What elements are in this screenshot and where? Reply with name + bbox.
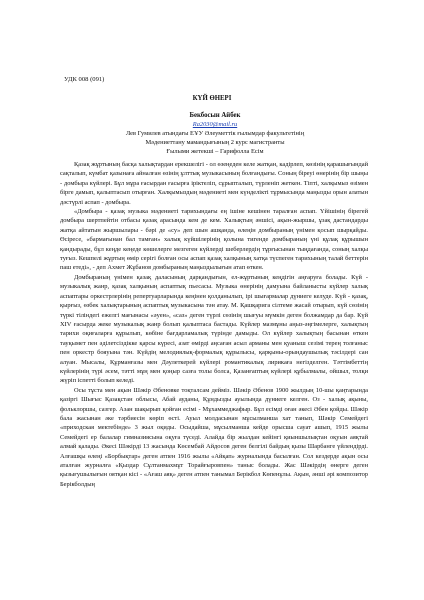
udk-code: УДК 008 (091): [64, 76, 105, 83]
body-paragraph: Осы тұста мен ақын Шәкір Әбеновке тоқталсам дейміз. Шәкір Әбенов 1900 жылдың 10-шы қаңтарында қазіргі Шығыс Қазақстан облысы, Абай ауданы, Құндызды ауылында дүниеге келген. Оз - халық ақыны, фольклоршы, сазгер. Азан шақырып қойған есімі - Мұхаммеджафыр. Бұл есімді оған әкесі Әбен қойды. Шәкір бала жасынан әке тәрбиесін көріп өсті. Ауыл молдасынан мұсылманша хат танып, Шәкір Семейдегі «приходская мектебінде» 3 жыл оқиды. Осыдайша, мұсылманша кейде орысша сауат ашып, 1915 жылы Семейдегі ер балалар гимназиясына оқуға түседі. Алайда бір жылдан кейінгі қиыншылықтан оқуын аяқтай алмай қалады. Әкесі Шәкірді 13 жасында Көсембай Айдосов деген белгілі байдың қызы Шарбанге үйлендірді. Алғашқы өлеңі «Борбықтар» деген атпен 1916 жылы «Айқап» журналында басылған. Сол кездерде ақын осы аталған журналға «Қыздар Сұлтанмахмұт Торайғыровпен» таныс болады. Жас Шәкірдің өнерге деген қызығушылығын оятқан кісі - «Ағаш аяқ» деген атпен танымал Берікбол Көпенұлы. Ақын, әнші әрі композитор Берікболдың: [60, 386, 368, 488]
body-paragraph: «Домбыра - қазақ музыка мәдениеті тарихындағы ең ішіне кешінен таралған аспап. Үйішінің бірегей домбыра шертпейтін отбасы қазақ арасында кем де кем. Халықтың әншісі, ақын-жыршы, ұзақ дастандарды жатқа айтатын жыршылары - бәрі де «су» деп шын ашқанда, өлеңін домбыраның үнімен қосып шырқайды. Өсіресе, «бармағынан бал тамған» халық күйшілерінің қолына тигенде домбыраның үні құлақ құрышын қандырады, бұл кеңде кеңеде көшелерге мезгеген күйлерді шеберлердің тұрғысынан тыңдағанда, соның халқы туғыз. Кешпелі жұртың өмір серігі болған осы аспап қазақ халқының хатқа түспеген тарихының талай беттерін паш етеді», - деп Ахмет Жұбанов домбыраның маңыздылығын атап өткен.: [60, 208, 368, 272]
article-body: [60, 160, 368, 489]
affiliation-line: Мәдениеттану мамандығының 2 курс магистранты: [145, 139, 285, 146]
supervisor-line: Ғылыми жетекші – Гарифолла Есім: [166, 148, 264, 155]
body-paragraph: Домбыраның үнімен қазақ даласының дарқандығын, ел-жұртының кеңдігін аңғаруға болады. Күй - музыкалық жанр, қазақ халқының аспаптық пьесасы. Музыка өнерінің дамуына байланысты күйлер халық аспаптары оркестрлерінің репертуарларында кеңінен қолданылып, ірі шығармалар дүниеге келуде. Күй - қазақ, қырғыз, өзбек халықтарының аспаптық музыкасына тән атау. М. Қашқарига сілтеме жасай отырып, күй сөзінің түркі тіліндегі ежелгі мағынасы «әуен», «саз» деген түрлі сөзінің шығуы мүмкін деген болжамдар да бар. Күй XIV ғасырда жеке музыкалық жанр болып қалыптаса бастады. Күйлер мазмұны аңыз-әңгімелерге, халықтың тарихи оқиғаларға құрылып, көбіне бағдарламалық түрінде дамыды. Ол күйлер халықтың басынан өткен тауқымет пен әділетсіздікке қарсы күресі, азат өмірді аңсаған асыл арманы мен қуаныш сезімі терең толғаныс пен оркестр бояуына тән. Күйдің мелодиялық-формалық құрылысы, қарқыны-орындаушылық тәсілдері сан алуан. Мысалы, Құрманғазы мен Дәулеткерей күйлері романтикалық лирикаға негізделген. Тәттімбеттің күйлерінің түрі әсем, тәтті мұң мен қоңыр сазға толы болса, Қазанғаптың күйлері құбылмалы, ойшыл, толқи жүріп іспетті болып келеді.: [60, 273, 368, 385]
author-name: Бекбосын Айбек: [189, 112, 241, 119]
author-email-link[interactable]: Ra2030@mail.ru: [192, 121, 238, 128]
affiliation-line: Лев Гумилев атындағы ЕҰУ Әлеуметтік ғылымдар факультетінің: [125, 130, 305, 137]
article-title: КҮЙ ӨНЕРІ: [192, 95, 232, 102]
body-paragraph: Қазақ жұртының басқа халықтардан ерекшелігі - ол өзеңеден келе жатқан, кадірлеп, көзінің қарашығындай сақталып, күмбат қазынаға айналған өзінің ұлттық музыкасының болғандығы. Соның біреуі өнерінің бір шыңы - домбыра күйлері. Бұл мұра ғасырдан ғасырға іріктеліп, сұрыпталып, түрленіп жеткен. Тіпті, халқымыз өзімен бірге дамып, қалыптасып отырған. Халқымыздың мәдениеті мен күнделікті тұрмысында маңызды орын алатын дәстүрлі аспап - домбыра.: [60, 161, 368, 206]
